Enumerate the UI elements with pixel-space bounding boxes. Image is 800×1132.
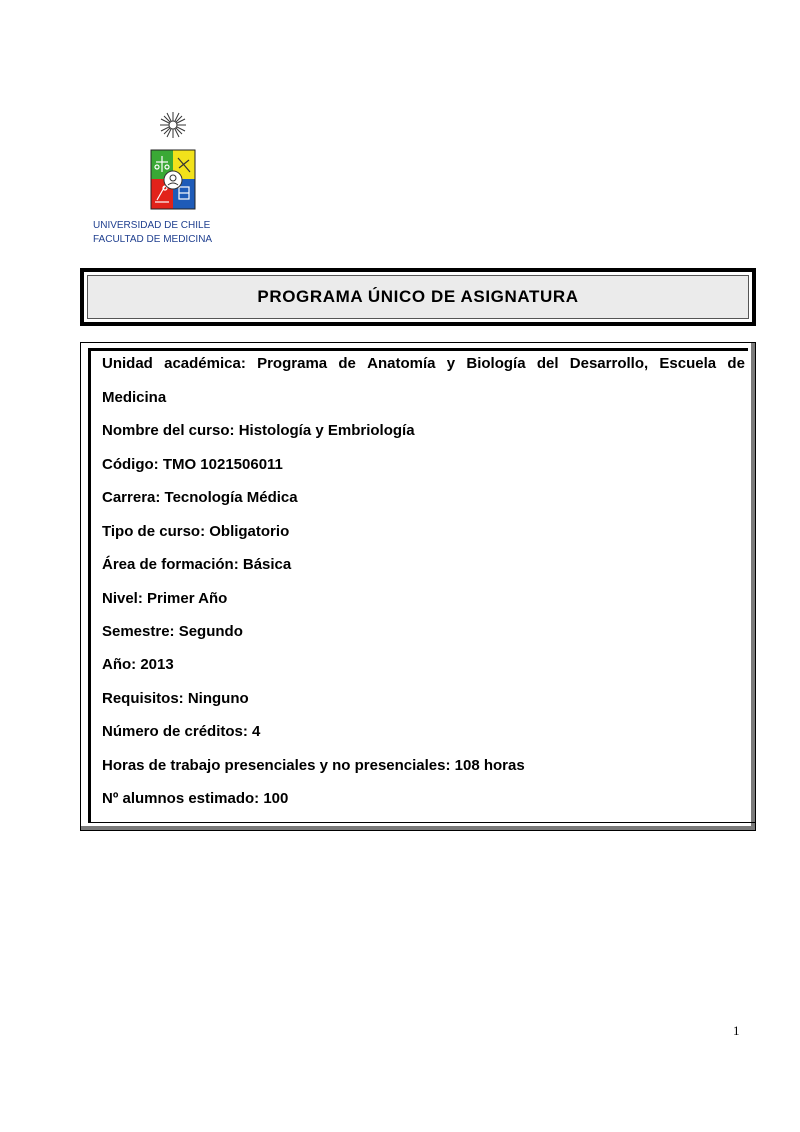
title-box — [80, 268, 756, 326]
field-alumnos: Nº alumnos estimado: 100 — [102, 790, 289, 807]
field-carrera: Carrera: Tecnología Médica — [102, 489, 298, 506]
field-creditos: Número de créditos: 4 — [102, 723, 261, 740]
unidad-word: Unidad — [102, 355, 153, 372]
page-number: 1 — [733, 1023, 740, 1038]
unidad-word: académica: — [164, 355, 246, 372]
course-info-inner-frame — [88, 348, 748, 823]
unidad-word: Desarrollo, — [569, 355, 649, 372]
field-horas: Horas de trabajo presenciales y no presenciales: 108 horas — [102, 757, 525, 774]
field-requisitos: Requisitos: Ninguno — [102, 690, 249, 707]
unidad-word: de — [338, 355, 356, 372]
unidad-word: Anatomía — [367, 355, 436, 372]
field-semestre: Semestre: Segundo — [102, 623, 243, 640]
unidad-word: Programa — [257, 355, 328, 372]
field-unidad-line1 — [102, 355, 745, 372]
field-codigo: Código: TMO 1021506011 — [102, 456, 283, 473]
university-name — [93, 219, 212, 247]
unidad-word: de — [727, 355, 745, 372]
field-anio: Año: 2013 — [102, 656, 174, 673]
unidad-word: Escuela — [659, 355, 717, 372]
field-nivel: Nivel: Primer Año — [102, 590, 228, 607]
university-line: UNIVERSIDAD DE CHILE — [93, 220, 211, 231]
unidad-word: del — [536, 355, 559, 372]
course-info-bottom-line — [88, 822, 755, 823]
unidad-word: y — [446, 355, 456, 372]
faculty-line: FACULTAD DE MEDICINA — [93, 234, 213, 245]
title-box-inner — [87, 275, 749, 319]
university-crest-icon — [145, 110, 201, 214]
field-unidad-line2: Medicina — [102, 389, 167, 406]
field-area: Área de formación: Básica — [102, 556, 292, 573]
page-title: PROGRAMA ÚNICO DE ASIGNATURA — [257, 287, 579, 306]
field-tipo: Tipo de curso: Obligatorio — [102, 523, 290, 540]
field-nombre: Nombre del curso: Histología y Embriología — [102, 422, 415, 439]
unidad-word: Biología — [466, 355, 526, 372]
